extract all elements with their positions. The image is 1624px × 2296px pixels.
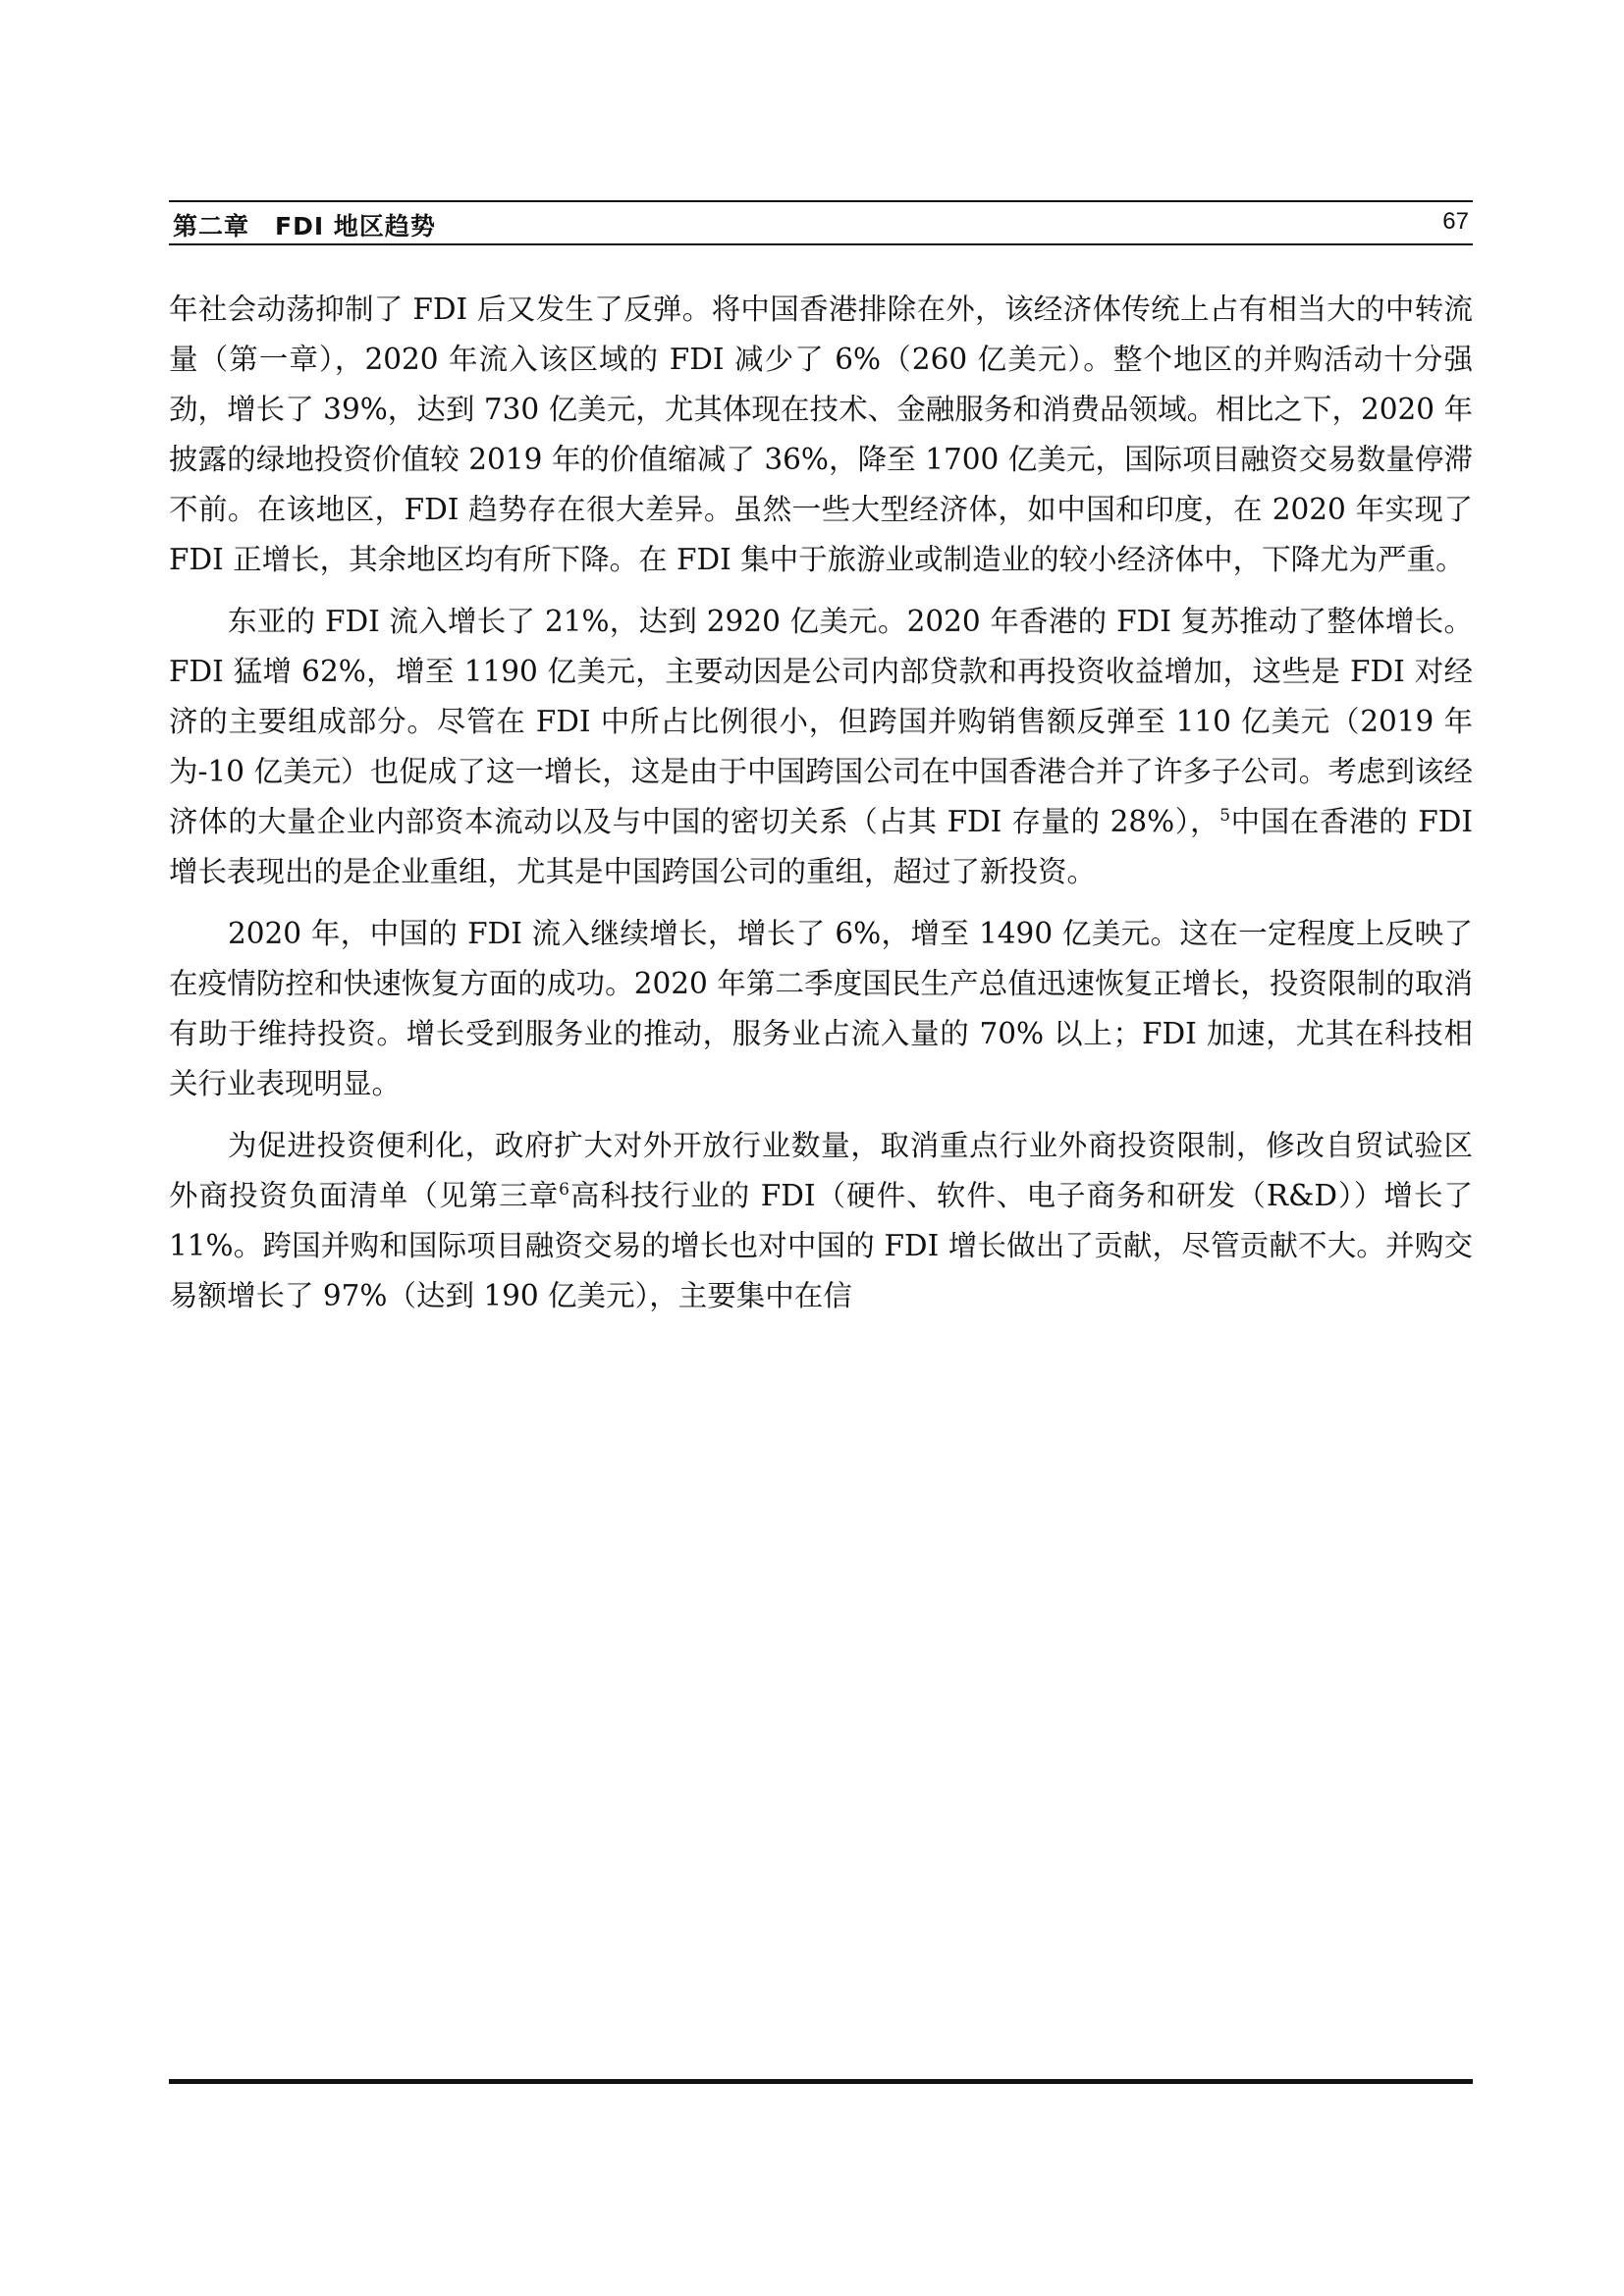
footer-rule (169, 2079, 1473, 2084)
footnote-ref-5[interactable]: 5 (1219, 806, 1231, 827)
paragraph-2 (169, 597, 1473, 897)
paragraph-3: 2020 年，中国的 FDI 流入继续增长，增长了 6%，增至 1490 亿美元。这在一定程度上反映了在疫情防控和快速恢复方面的成功。2020 年第二季度国民生产总值迅速恢复正增长，投资限制的取消有助于维持投资。增长受到服务业的推动，服务业占流入量的 70% 以上；FDI 加速，尤其在科技相关行业表现明显。 (169, 917, 1473, 1100)
paragraph-4-text-b: 高科技行业的 FDI（硬件、软件、电子商务和研发（R&D））增长了 11%。跨国并购和国际项目融资交易的增长也对中国的 FDI 增长做出了贡献，尽管贡献不大。并购交易额增长了 97%（达到 190 亿美元），主要集中在信 (169, 1179, 1473, 1312)
paragraph-4-text-a: 为促进投资便利化，政府扩大对外开放行业数量，取消重点行业外商投资限制，修改自贸试验区外商投资负面清单（见第三章 (169, 1129, 1473, 1212)
paragraph-1: 年社会动荡抑制了 FDI 后又发生了反弹。将中国香港排除在外，该经济体传统上占有相当大的中转流量（第一章），2020 年流入该区域的 FDI 减少了 6%（260 亿美元）。整个地区的并购活动十分强劲，增长了 39%，达到 730 亿美元，尤其体现在技术、金融服务和消费品领域。相比之下，2020 年披露的绿地投资价值较 2019 年的价值缩减了 36%，降至 1700 亿美元，国际项目融资交易数量停滞不前。在该地区，FDI 趋势存在很大差异。虽然一些大型经济体，如中国和印度，在 2020 年实现了 FDI 正增长，其余地区均有所下降。在 FDI 集中于旅游业或制造业的较小经济体中，下降尤为严重。 (169, 293, 1473, 576)
paragraph-4 (169, 1121, 1473, 1321)
chapter-title: 第二章 FDI 地区趋势 (173, 212, 436, 240)
page-header (169, 200, 1473, 245)
paragraph-2-text-b: 中国在香港的 FDI 增长表现出的是企业重组，尤其是中国跨国公司的重组，超过了新投资。 (169, 805, 1473, 888)
footnote-ref-6[interactable]: 6 (559, 1180, 569, 1201)
page-number: 67 (1442, 208, 1469, 235)
paragraph-2-text-a: 东亚的 FDI 流入增长了 21%，达到 2920 亿美元。2020 年香港的 FDI 复苏推动了整体增长。FDI 猛增 62%，增至 1190 亿美元，主要动因是公司内部贷款和再投资收益增加，这些是 FDI 对经济的主要组成部分。尽管在 FDI 中所占比例很小，但跨国并购销售额反弹至 110 亿美元（2019 年为-10 亿美元）也促成了这一增长，这是由于中国跨国公司在中国香港合并了许多子公司。考虑到该经济体的大量企业内部资本流动以及与中国的密切关系（占其 FDI 存量的 28%）， (169, 605, 1473, 838)
body-text (169, 285, 1473, 1333)
